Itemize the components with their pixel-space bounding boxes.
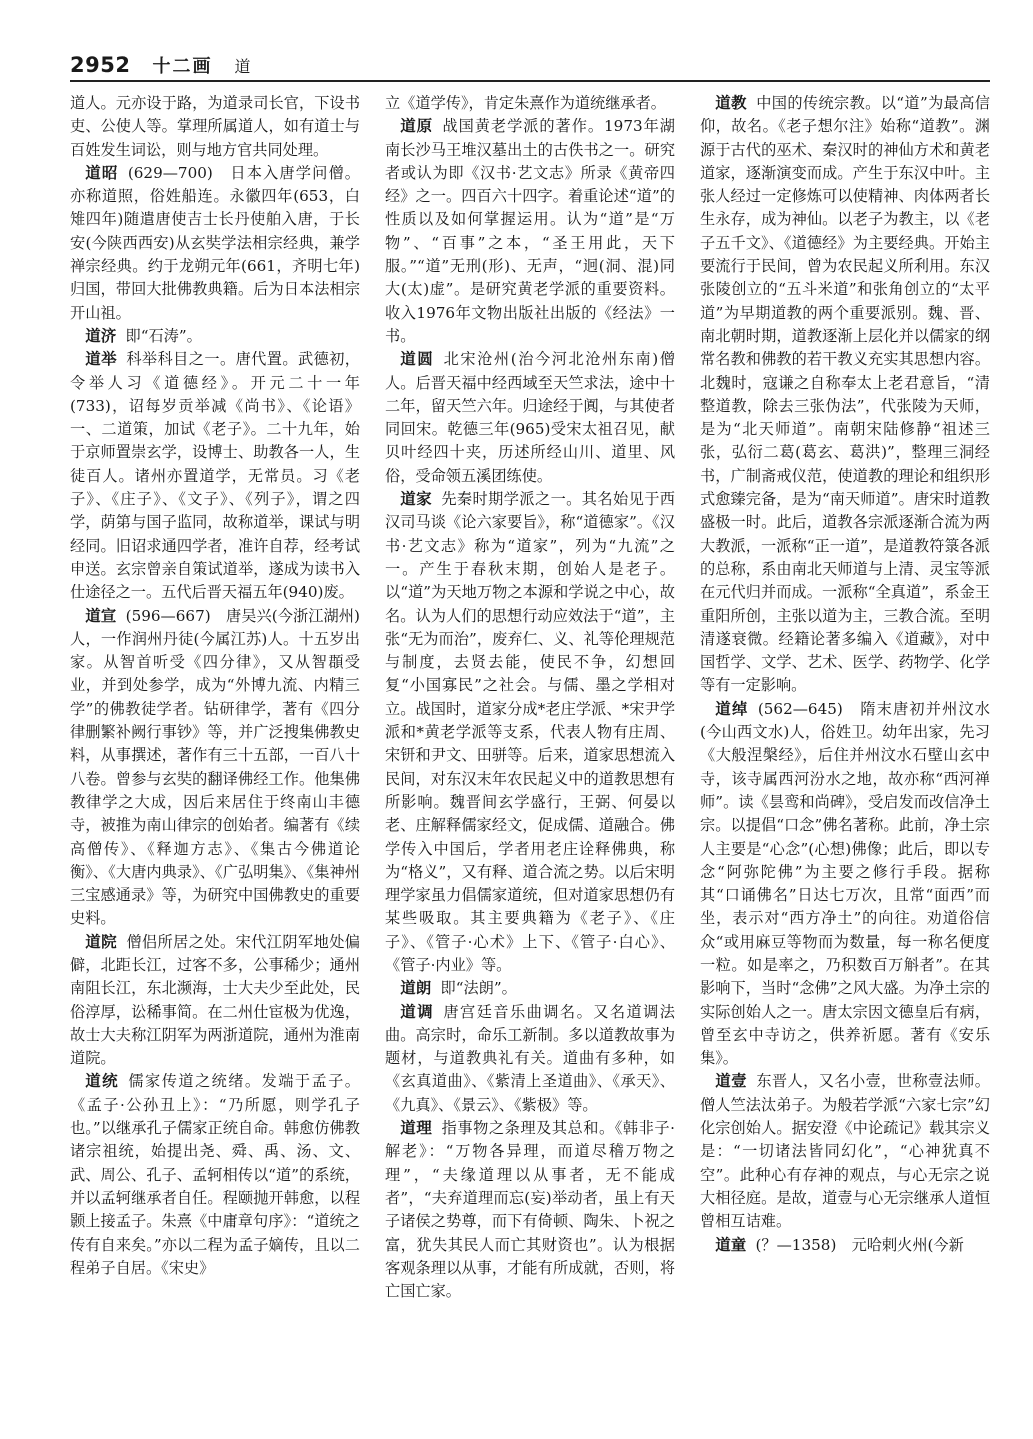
dictionary-entry (70, 605, 360, 931)
dictionary-entry (70, 348, 360, 604)
entry-definition: 即“石涛”。 (125, 326, 202, 345)
dictionary-entry (385, 977, 675, 1000)
entry-term: 道理 (400, 1119, 433, 1138)
entry-term: 道统 (85, 1072, 120, 1091)
column-middle (385, 92, 675, 1382)
entry-term: 道壹 (715, 1072, 748, 1091)
entry-term: 道院 (85, 932, 118, 951)
entry-definition: 北宋沧州(治今河北沧州东南)僧人。后晋天福中经西域至天竺求法，途中十二年，留天竺六年。归途经于阗，与其使者同回宋。乾德三年(965)受宋太祖召见，献贝叶经四十夹，历述所经山川、道里、风俗，受命领五溪团练使。 (385, 350, 675, 485)
entry-definition: 僧侣所居之处。宋代江阴军地处偏僻，北距长江，过客不多，公事稀少；通州南阻长江，东北濒海，士大夫少至此处，民俗淳厚，讼稀事简。在二州仕宦极为优逸，故士大夫称江阴军为两浙道院，通州为淮南道院。 (70, 932, 360, 1068)
section-strokes: 十二画 (152, 56, 213, 77)
dictionary-entry (70, 162, 360, 325)
page-number: 2952 (70, 53, 131, 77)
entry-definition: 东晋人，又名小壹，世称壹法师。僧人竺法汰弟子。为般若学派“六家七宗”幻化宗创始人。据安澄《中论疏记》载其宗义是：“一切诸法皆同幻化”，“心神犹真不空”。此种心有存神的观点，与心无宗之说大相径庭。是故，道壹与心无宗继承人道恒曾相互诘难。 (700, 1072, 990, 1231)
page-header (70, 52, 990, 78)
entry-term: 道济 (85, 326, 117, 345)
entry-definition: 儒家传道之统绪。发端于孟子。《孟子·公孙丑上》：“乃所愿，则学孔子也。”以继承孔子儒家正统自命。韩愈仿佛教诸宗祖统，始提出尧、舜、禹、汤、文、武、周公、孔子、孟轲相传以“道”的系统，并以孟轲继承者自任。程颐抛开韩愈，以程颢上接孟子。朱熹《中庸章句序》：“道统之传有自来矣。”亦以二程为孟子嫡传，且以二程弟子自居。《宋史》 (70, 1072, 360, 1277)
dictionary-entry (70, 325, 360, 348)
dictionary-entry (700, 1070, 990, 1233)
entry-definition: (596—667) 唐吴兴(今浙江湖州)人，一作润州丹徒(今属江苏)人。十五岁出家。从智首听受《四分律》，又从智頵受业，并到处参学，成为“外博九流、内精三学”的佛教徒学者。钻研律学，著有《四分律删繁补阙行事钞》等，并广泛搜集佛教史料，从事撰述，著作有三十五部，一百八十八卷。曾参与玄奘的翻译佛经工作。他集佛教律学之大成，因后来居住于终南山丰德寺，被推为南山律宗的创始者。编著有《续高僧传》、《释迦方志》、《集古今佛道论衡》、《大唐内典录》、《广弘明集》、《集神州三宝感通录》等，为研究中国佛教史的重要史料。 (70, 606, 360, 928)
entry-term: 道举 (85, 350, 118, 369)
entry-term: 道教 (715, 94, 747, 112)
entry-term: 道绰 (715, 699, 749, 718)
dictionary-entry (385, 488, 675, 977)
entry-term: 道圆 (400, 350, 435, 369)
entry-term: 道原 (400, 117, 434, 136)
entry-term: 道昭 (85, 163, 119, 182)
entry-definition: 立《道学传》，肯定朱熹作为道统继承者。 (385, 94, 666, 112)
section-character: 道 (234, 57, 251, 76)
dictionary-entry (385, 1117, 675, 1303)
dictionary-entry (70, 931, 360, 1071)
entry-definition: 战国黄老学派的著作。1973年湖南长沙马王堆汉墓出土的古佚书之一。研究者或认为即《汉书·艺文志》所录《黄帝四经》之一。四百六十四字。着重论述“道”的性质以及如何掌握运用。认为“道”是“万物”、“百事”之本，“圣王用此，天下服。”“道”无刑(形)、无声，“迥(洞、混)同大(太)虚”。是研究黄老学派的重要资料。收入1976年文物出版社出版的《经法》一书。 (385, 117, 675, 345)
dictionary-entry (700, 698, 990, 1071)
entry-definition: 即“法朗”。 (440, 979, 517, 998)
column-left (70, 92, 360, 1382)
dictionary-entry (70, 1070, 360, 1280)
entry-term: 道朗 (400, 979, 432, 998)
dictionary-entry (385, 1001, 675, 1117)
dictionary-entry (385, 115, 675, 348)
entry-definition: (562—645) 隋末唐初并州汶水(今山西文水)人，俗姓卫。幼年出家，先习《大般涅槃经》，后住并州汶水石壁山玄中寺，该寺属西河汾水之地，故亦称“西河禅师”。读《昙鸾和尚碑》，受启发而改信净土宗。以提倡“口念”佛名著称。此前，净土宗人主要是“心念”(心想)佛像；此后，即以专念“阿弥陀佛”为主要之修行手段。据称其“口诵佛名”日达七万次，且常“面西”而坐，表示对“西方净土”的向往。劝道俗信众“或用麻豆等物而为数量，每一称名便度一粒。如是率之，乃积数百万斛者”。在其影响下，当时“念佛”之风大盛。为净土宗的实际创始人之一。唐太宗因文德皇后有病，曾至玄中寺访之，供养祈愿。著有《安乐集》。 (700, 699, 990, 1068)
dictionary-entry (385, 348, 675, 488)
header-rule (70, 80, 990, 82)
entry-definition: (？—1358) 元哈剌火州(今新 (755, 1235, 964, 1254)
entry-term: 道宣 (85, 606, 117, 625)
entry-definition: (629—700) 日本入唐学问僧。亦称道照，俗姓船连。永徽四年(653，白雉四年)随遣唐使吉士长丹使舶入唐，于长安(今陕西西安)从玄奘学法相宗经典，兼学禅宗经典。约于龙朔元年(661，齐明七年)归国，带回大批佛教典籍。后为日本法相宗开山祖。 (70, 163, 360, 322)
entry-term: 道童 (715, 1235, 747, 1254)
dictionary-columns (70, 92, 990, 1382)
dictionary-entry (700, 1234, 990, 1257)
entry-definition: 中国的传统宗教。以“道”为最高信仰，故名。《老子想尔注》始称“道教”。渊源于古代的巫术、秦汉时的神仙方术和黄老道家，逐渐演变而成。产生于东汉中叶。主张人经过一定修炼可以使精神、肉体两者长生永存，成为神仙。以老子为教主，以《老子五千文》、《道德经》为主要经典。开始主要流行于民间，曾为农民起义所利用。东汉张陵创立的“五斗米道”和张角创立的“太平道”为早期道教的两个重要派别。魏、晋、南北朝时期，道教逐渐上层化并以儒家的纲常名教和佛教的若干教义充实其思想内容。北魏时，寇谦之自称奉太上老君意旨，“清整道教，除去三张伪法”，代张陵为天师，是为“北天师道”。南朝宋陆修静“祖述三张，弘衍二葛(葛玄、葛洪)”，整理三洞经书，广制斋戒仪范，使道教的理论和组织形式愈臻完备，是为“南天师道”。唐宋时道教盛极一时。此后，道教各宗派逐渐合流为两大教派，一派称“正一道”，是道教符箓各派的总称，系由南北天师道与上清、灵宝等派在元代归并而成。一派称“全真道”，系金王重阳所创，主张以道为主，三教合流。至明清遂衰微。经籍论著多编入《道藏》，对中国哲学、文学、艺术、医学、药物学、化学等有一定影响。 (700, 94, 990, 695)
entry-term: 道调 (400, 1002, 435, 1021)
dictionary-entry (700, 92, 990, 698)
entry-definition: 科举科目之一。唐代置。武德初，令举人习《道德经》。开元二十一年(733)，诏每岁贡举减《尚书》、《论语》一、二道策，加试《老子》。二十九年，始于京师置崇玄学，设博士、助教各一人，生徒百人。诸州亦置道学，无常员。习《老子》、《庄子》、《文子》、《列子》，谓之四学，荫第与国子监同，故称道举，课试与明经同。旧诏求通四学者，准许自荐，经考试申送。玄宗曾亲自策试道举，遂成为读书入仕途径之一。五代后晋天福五年(940)废。 (70, 350, 360, 602)
entry-definition: 先秦时期学派之一。其名始见于西汉司马谈《论六家要旨》，称“道德家”。《汉书·艺文志》称为“道家”，列为“九流”之一。产生于春秋末期，创始人是老子。以“道”为天地万物之本源和学说之中心，故名。认为人们的思想行动应效法于“道”，主张“无为而治”，废弃仁、义、礼等伦理规范与制度，去贤去能，使民不争，幻想回复“小国寡民”之社会。与儒、墨之学相对立。战国时，道家分成*老庄学派、*宋尹学派和*黄老学派等支系，代表人物有庄周、宋钘和尹文、田骈等。后来，道家思想流入民间，对东汉末年农民起义中的道教思想有所影响。魏晋间玄学盛行，王弼、何晏以老、庄解释儒家经文，促成儒、道融合。佛学传入中国后，学者用老庄诠释佛典，称为“格义”，又有释、道合流之势。以后宋明理学家虽力倡儒家道统，但对道家思想仍有某些吸取。其主要典籍为《老子》、《庄子》、《管子·心术》上下、《管子·白心》、《管子·内业》等。 (385, 490, 675, 974)
entry-definition: 指事物之条理及其总和。《韩非子·解老》：“万物各异理，而道尽稽万物之理”，“夫缘道理以从事者，无不能成者”，“夫弃道理而忘(妄)举动者，虽上有天子诸侯之势尊，而下有倚顿、陶朱、卜祝之富，犹失其民人而亡其财资也”。认为根据客观条理以从事，才能有所成就，否则，将亡国亡家。 (385, 1119, 675, 1301)
entry-term: 道家 (400, 490, 433, 509)
entry-definition: 道人。元亦设于路，为道录司长官，下设书吏、公使人等。掌理所属道人，如有道士与百姓发生词讼，则与地方官共同处理。 (70, 94, 360, 159)
column-right (700, 92, 990, 1382)
dictionary-entry (70, 92, 360, 162)
dictionary-entry (385, 92, 675, 115)
entry-definition: 唐宫廷音乐曲调名。又名道调法曲。高宗时，命乐工新制。多以道教故事为题材，与道教典礼有关。道曲有多种，如《玄真道曲》、《紫清上圣道曲》、《承天》、《九真》、《景云》、《紫极》等。 (385, 1002, 675, 1114)
